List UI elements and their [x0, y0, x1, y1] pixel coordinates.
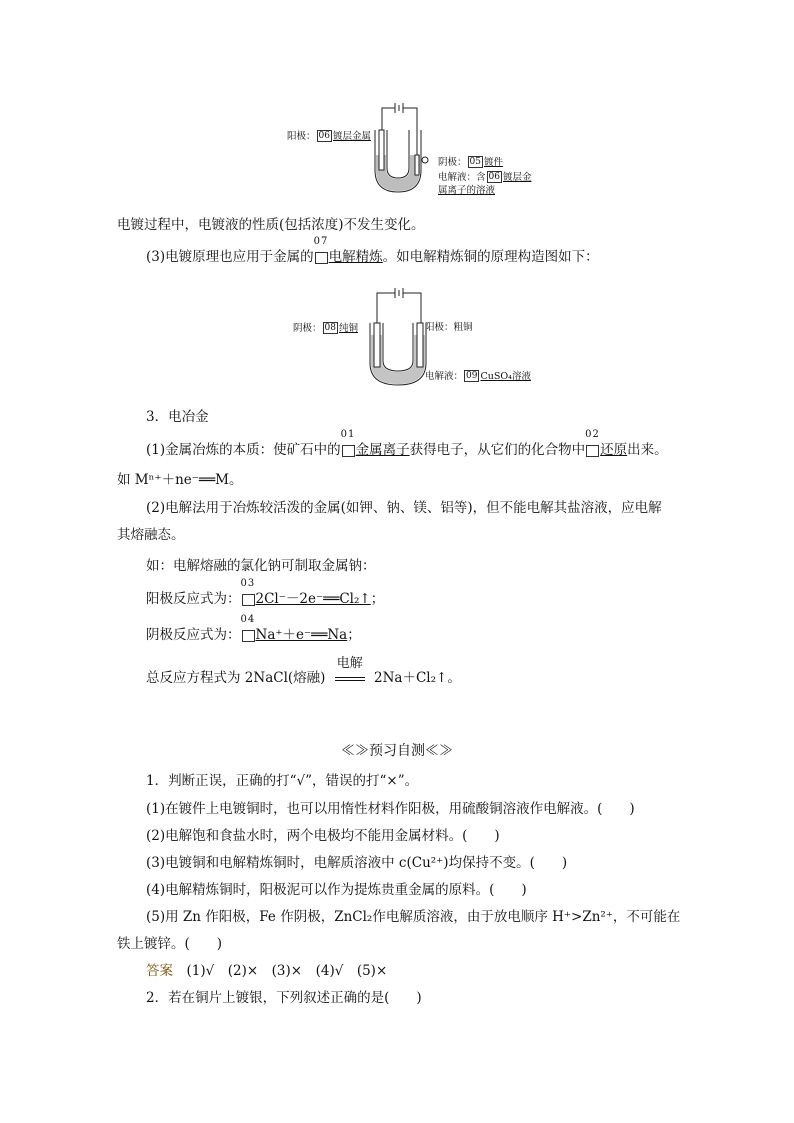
question-1-item-5-cont: 铁上镀锌。( )	[117, 936, 223, 952]
anode-electrode	[379, 130, 384, 170]
paragraph-refining-intro: (3)电镀原理也应用于金属的 07 电解精炼。如电解精炼铜的原理构造图如下：	[146, 236, 599, 265]
question-1-item-2: (2)电解饱和食盐水时，两个电极均不能用金属材料。( )	[146, 828, 500, 844]
paragraph-metallurgy-essence: (1)金属冶炼的本质：使矿石中的 01 金属离子获得电子，从它们的化合物中 02 还原出来。	[146, 429, 668, 458]
total-equation: 总反应方程式为 2NaCl(熔融) 电解 2Na＋Cl₂↑。	[146, 656, 461, 686]
paragraph-nacl-example: 如：电解熔融的氯化钠可制取金属钠：	[146, 558, 376, 574]
cathode-equation: 阴极反应式为： 04 Na⁺＋e⁻══Na；	[146, 614, 361, 643]
answer-line	[146, 962, 387, 980]
question-1-item-3: (3)电镀铜和电解精炼铜时，电解质溶液中 c(Cu²⁺)均保持不变。( )	[146, 855, 568, 871]
anode-equation: 阳极反应式为： 03 2Cl⁻－2e⁻══Cl₂↑；	[146, 578, 385, 607]
section-heading-preview-test: ≪≫预习自测≪≫	[341, 743, 453, 759]
question-1-item-5: (5)用 Zn 作阳极，Fe 作阴极，ZnCl₂作电解质溶液，由于放电顺序 H⁺>Zn²⁺，不可能在	[146, 909, 681, 925]
diagram1-cathode-label: 阴极： 05 镀件	[438, 157, 503, 168]
diagram1-electrolyte-label-cont: 属离子的溶液	[438, 185, 496, 196]
paragraph-general-equation: 如 Mⁿ⁺＋ne⁻══M。	[117, 472, 243, 488]
diagram2-cathode-label: 阴极： 08 纯铜	[293, 323, 358, 334]
cathode-electrode	[415, 155, 419, 175]
electroplating-diagram	[365, 100, 435, 200]
battery-circuit	[377, 288, 421, 323]
question-1-item-4: (4)电解精炼铜时，阳极泥可以作为提炼贵重金属的原料。( )	[146, 882, 527, 898]
anode-electrode	[417, 323, 423, 367]
paragraph-electrolysis-method-cont: 其熔融态。	[117, 527, 185, 543]
diagram1-anode-label: 阳极： 06 镀层金属	[287, 131, 371, 142]
paragraph-plating-note: 电镀过程中，电镀液的性质(包括浓度)不发生变化。	[117, 217, 425, 233]
answer-label: 答案	[146, 963, 173, 979]
answer-values: (1)√ (2)× (3)× (4)√ (5)×	[186, 963, 388, 979]
cathode-electrode	[374, 323, 380, 367]
paragraph-electrolysis-method: (2)电解法用于冶炼较活泼的金属(如钾、钠、镁、铝等)，但不能电解其盐溶液，应电解	[146, 500, 662, 516]
plated-object	[422, 157, 428, 163]
diagram2-anode-label: 阳极：粗铜	[425, 322, 473, 333]
diagram1-electrolyte-label: 电解液：含 06 镀层金	[438, 172, 532, 183]
reaction-condition: 电解	[336, 656, 363, 671]
diagram2-electrolyte-label: 电解液： 09 CuSO₄溶液	[425, 371, 531, 382]
question-2-prompt: 2．若在铜片上镀银，下列叙述正确的是( )	[146, 990, 422, 1006]
section-3-title: 3．电冶金	[146, 409, 209, 425]
question-1-item-1: (1)在镀件上电镀铜时，也可以用惰性材料作阳极，用硫酸铜溶液作电解液。( )	[146, 801, 635, 817]
question-1-prompt: 1．判断正误，正确的打“√”，错误的打“×”。	[146, 773, 419, 789]
